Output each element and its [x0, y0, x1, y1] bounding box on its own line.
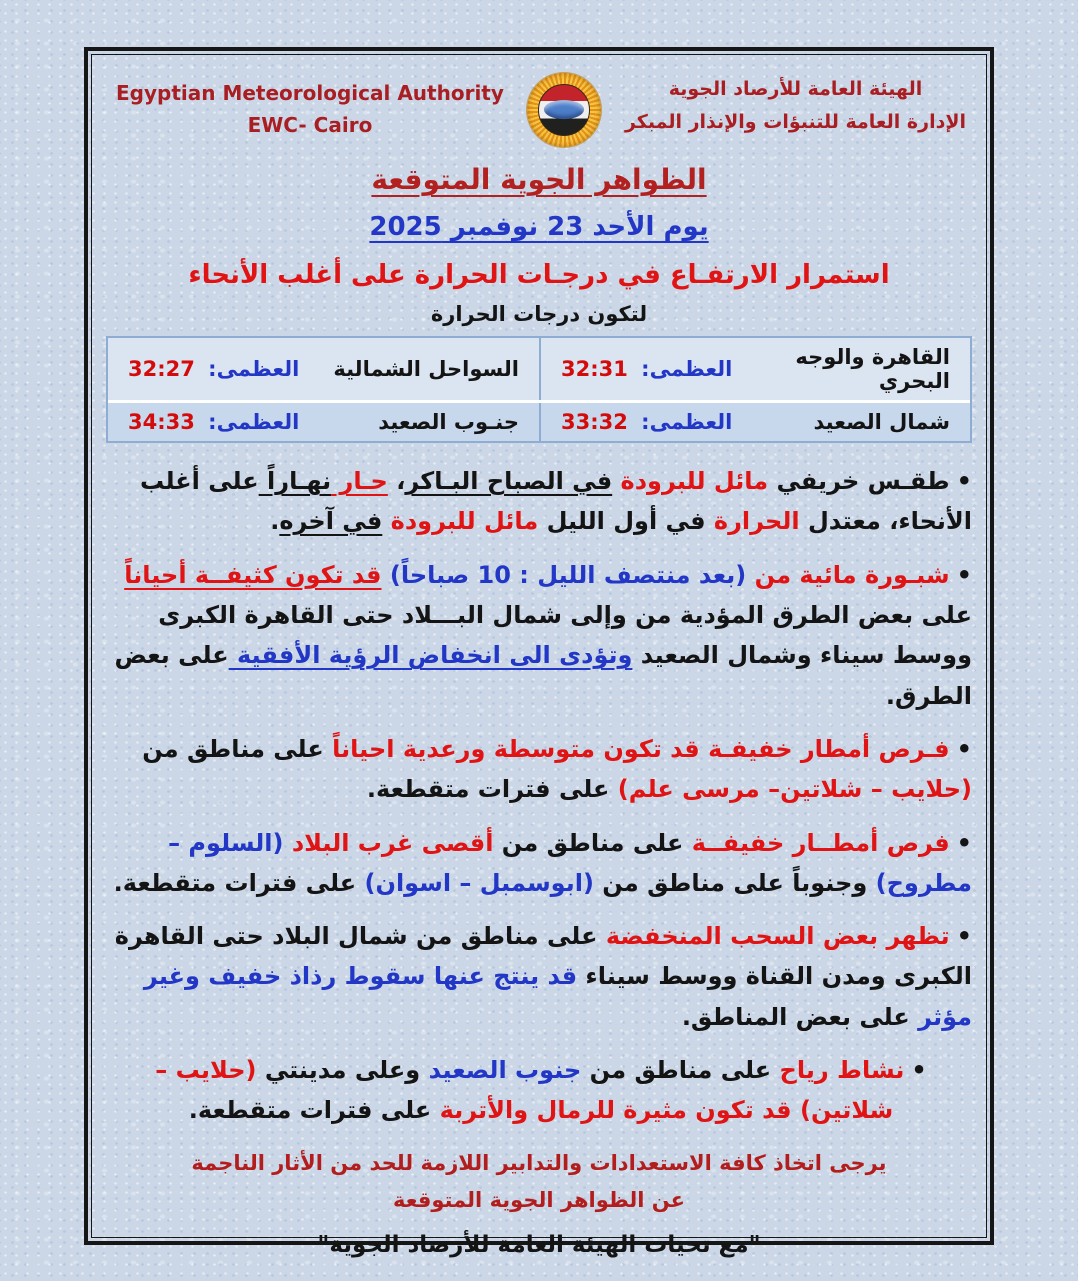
text-segment: طقـس خريفي — [768, 467, 950, 495]
text-segment: (حلايب – شلاتين– مرسى علم) — [609, 775, 972, 804]
forecast-date: يوم الأحد 23 نوفمبر 2025 — [369, 212, 709, 242]
text-segment: وتؤدى الى انخفاض الرؤية الأفقية — [228, 641, 633, 670]
forecast-bullet — [110, 729, 972, 810]
forecast-bullet — [110, 461, 972, 542]
text-segment: مائل للبرودة — [382, 507, 539, 536]
text-segment: جنوب الصعيد — [420, 1056, 582, 1085]
table-cell-south-upper-egypt — [108, 403, 539, 441]
cloud-icon — [544, 100, 584, 119]
text-segment: تظهر بعض السحب المنخفضة — [597, 922, 950, 951]
authority-name-ar: الهيئة العامة للأرصاد الجوية — [668, 78, 923, 100]
bullet-text — [115, 922, 972, 1031]
bullet-marker: • — [956, 467, 972, 495]
page-title: الظواهر الجوية المتوقعة — [371, 163, 707, 196]
temperature-value: 32:27 — [128, 357, 195, 381]
temperature-value: 34:33 — [128, 410, 195, 434]
bullet-text — [140, 467, 972, 535]
forecast-bullet — [110, 823, 972, 904]
temperature-value: 33:32 — [561, 410, 628, 434]
bullet-marker: • — [956, 734, 972, 763]
text-segment: وعلى مدينتي — [256, 1056, 421, 1085]
forecast-bullet — [110, 1050, 972, 1131]
text-segment: على مناطق من — [493, 828, 684, 857]
text-segment: ، — [387, 467, 406, 495]
footer — [92, 1145, 986, 1259]
region-name: جنـوب الصعيد — [378, 410, 519, 434]
document-frame-inner — [91, 54, 987, 1259]
table-row — [108, 338, 970, 400]
advice-line-2: عن الظواهر الجوية المتوقعة — [393, 1188, 685, 1213]
text-segment: فرص أمطــار خفيفــة — [683, 828, 950, 857]
text-segment: على مناطق من — [142, 734, 324, 763]
bullet-text — [114, 829, 972, 897]
max-label: العظمى: — [641, 357, 733, 381]
text-segment: على مناطق من شمال البلاد حتى القاهرة الكبرى ومدن القناة ووسط سيناء — [114, 922, 972, 991]
region-name: القاهرة والوجه البحري — [795, 345, 950, 393]
region-name: شمال الصعيد — [813, 410, 950, 434]
text-segment: . — [270, 507, 280, 536]
forecast-bullet — [110, 555, 972, 716]
max-temperature — [561, 410, 732, 434]
max-label: العظمى: — [208, 357, 300, 381]
table-row — [108, 400, 970, 441]
table-cell-north-upper-egypt — [539, 403, 970, 441]
text-segment: على فترات متقطعة. — [113, 868, 357, 897]
bullet-marker: • — [956, 560, 972, 589]
text-segment: الحرارة — [705, 507, 800, 536]
region-name: السواحل الشمالية — [333, 357, 519, 381]
authority-dept-ar: الإدارة العامة للتنبؤات والإنذار المبكر — [624, 111, 966, 134]
text-segment: أقصى غرب البلاد — [283, 828, 494, 857]
bullet-text — [155, 1056, 904, 1124]
text-segment: (بعد منتصف الليل : 10 صباحاً) — [381, 560, 747, 589]
authority-dept-en: EWC- Cairo — [247, 113, 373, 137]
temperature-value: 32:31 — [561, 357, 628, 381]
text-segment: على فترات متقطعة. — [188, 1096, 432, 1125]
text-segment: (ابوسمبل – اسوان) — [356, 868, 594, 897]
forecast-bullets — [92, 461, 986, 1131]
text-segment: (حلايب – شلاتين) — [155, 1056, 894, 1125]
table-cell-north-coasts — [108, 338, 539, 400]
bullet-text — [142, 735, 972, 803]
max-label: العظمى: — [641, 410, 733, 434]
text-segment: قد تكون مثيرة للرمال والأتربة — [431, 1096, 792, 1125]
max-label: العظمى: — [208, 410, 300, 434]
bullet-text — [115, 561, 973, 710]
ema-flag-circle-icon — [538, 84, 590, 136]
text-segment: على بعض الطرق المؤدية من وإلى شمال البـــلاد حتى القاهرة الكبرى ووسط سيناء وشمال الصعيد — [158, 600, 972, 670]
authority-name-en: Egyptian Meteorological Authority — [116, 81, 504, 105]
table-cell-cairo-delta — [539, 338, 970, 400]
text-segment: في آخره — [279, 507, 383, 536]
text-segment: مائل للبرودة — [612, 467, 769, 495]
text-segment: (السلوم – مطروح) — [168, 828, 972, 897]
advice-line-1: يرجى اتخاذ كافة الاستعدادات والتدابير اللازمة للحد من الأثار الناجمة — [191, 1150, 887, 1175]
ema-logo-icon — [527, 73, 601, 147]
text-segment: قد ينتج عنها سقوط رذاذ خفيف وغير مؤثر — [143, 962, 972, 1031]
text-segment: على مناطق من — [581, 1056, 772, 1085]
title-block — [92, 163, 986, 326]
headline-temperature-rise: استمرار الارتفـاع في درجـات الحرارة على أغلب الأنحاء — [188, 260, 890, 290]
bullet-marker: • — [956, 828, 972, 857]
text-segment: على فترات متقطعة. — [366, 775, 610, 804]
temperatures-intro: لتكون درجات الحرارة — [430, 302, 648, 326]
document-frame — [84, 47, 994, 1259]
text-segment: قد تكون كثيفــة أحياناً — [124, 560, 382, 589]
header-english — [116, 77, 504, 141]
text-segment: نهـاراً — [258, 467, 332, 495]
text-segment: حـار — [331, 467, 388, 495]
bullet-marker: • — [911, 1056, 927, 1085]
text-segment: على أغلب الأنحاء، معتدل — [140, 467, 972, 536]
text-segment: على بعض الطرق. — [114, 641, 972, 710]
max-temperature — [128, 410, 299, 434]
text-segment: فـرص أمطار خفيفـة قد تكون متوسطة ورعدية احياناً — [323, 734, 950, 763]
text-segment: على بعض المناطق. — [681, 1002, 910, 1031]
text-segment: في الصباح البـاكر — [405, 467, 613, 495]
text-segment: في أول الليل — [538, 507, 706, 536]
header — [92, 55, 986, 147]
text-segment: شبـورة مائية من — [746, 560, 950, 589]
text-segment: نشاط رياح — [771, 1056, 905, 1085]
forecast-bullet — [110, 916, 972, 1037]
header-arabic — [625, 73, 966, 140]
max-temperature — [561, 357, 732, 381]
bullet-marker: • — [956, 922, 972, 951]
max-temperature — [128, 357, 299, 381]
greetings-line: "مع تحيات الهيئة العامة للأرصاد الجوية" — [317, 1232, 761, 1259]
temperature-table — [106, 336, 972, 443]
text-segment: وجنوباً على مناطق من — [593, 868, 868, 897]
